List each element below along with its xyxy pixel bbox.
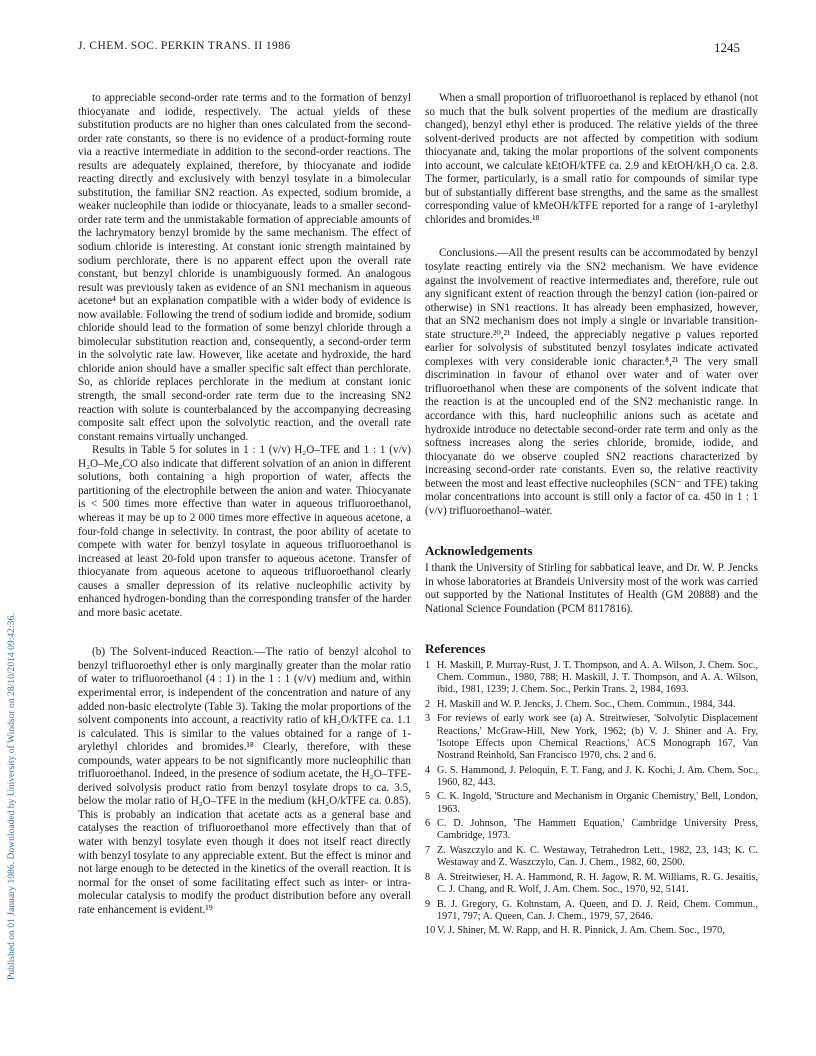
reference-number: 2: [425, 698, 431, 710]
page-number: 1245: [714, 40, 740, 55]
reference-number: 9: [425, 898, 431, 910]
conclusions-paragraph: Conclusions.—All the present results can be accommodated by benzyl tosylate reacting entirely via the SN2 mechanism. We have evidence against the involvement of reactive intermediates and, therefore, rule out any significant extent of reaction through the benzyl cation (ion-paired or otherwise) in SN1 reactions. It has already been emphasized, however, that an SN2 mechanism does not imply a single or invariable transition-state structure.²⁰,²¹ Indeed, the appreciably negative ρ values reported earlier for solvolysis of substituted benzyl tosylates indicate activated complexes with very considerable ionic character.⁸,²¹ The very small discrimination in favour of ethanol over water and of water over trifluoroethanol when these are components of the solvent indicate that the reaction is at the uncoupled end of the SN2 mechanistic range. In accordance with this, hard nucleophilic anions such as acetate and hydroxide introduce no detectable second-order rate term and only as the softness increases along the series chloride, bromide, iodide, and thiocyanate do we observe coupled SN2 reactions characterized by increasing second-order rate constants. Even so, the relative reactivity between the most and least effective nucleophiles (SCN⁻ and TFE) taking molar concentrations into account is still only a factor of ca. 450 in 1 : 1 (v/v) trifluoroethanol–water.: [425, 247, 758, 517]
reference-item: [425, 872, 758, 897]
reference-text: G. S. Hammond, J. Peloquin, F. T. Fang, and J. K. Kochi, J. Am. Chem. Soc., 1960, 82, 443.: [437, 764, 758, 788]
reference-number: 1: [425, 659, 431, 671]
reference-number: 5: [425, 791, 431, 803]
reference-item: [425, 699, 758, 711]
reference-number: 10: [425, 925, 436, 937]
acknowledgements-text: I thank the University of Stirling for sabbatical leave, and Dr. W. P. Jencks in whose laboratories at Brandeis University most of the work was carried out supported by the National Institutes of Health (GM 20888) and the National Science Foundation (PCM 8117816).: [425, 561, 758, 615]
reference-text: H. Maskill, P. Murray-Rust, J. T. Thompson, and A. A. Wilson, J. Chem. Soc., Chem. Commun., 1980, 788; H. Maskill, J. T. Thompson, and A. A. Wilson, ibid., 1981, 1239; J. Chem. Soc., Perkin Trans. 2, 1984, 1693.: [437, 659, 758, 696]
reference-text: Z. Waszczylo and K. C. Westaway, Tetrahedron Lett., 1982, 23, 143; K. C. Westaway and Z. Waszczylo, Can. J. Chem., 1982, 60, 2500.: [437, 844, 758, 869]
reference-item: [425, 713, 758, 762]
body-paragraph: When a small proportion of trifluoroethanol is replaced by ethanol (not so much that the bulk solvent properties of the medium are drastically changed), benzyl ethyl ether is produced. The relative yields of the three solvent-derived products are not affected by competition with sodium thiocyanate and, taking the molar proportions of the solvent components into account, we calculate kEtOH/kTFE ca. 2.9 and kEtOH/kH₂O ca. 2.8. The former, particularly, is a small ratio for compounds of similar type but of substantially different base strengths, and the same as the smallest corresponding value of kMeOH/kTFE reported for a range of 1-arylethyl chlorides and bromides.¹⁸: [425, 92, 758, 226]
body-paragraph: Results in Table 5 for solutes in 1 : 1 (v/v) H₂O–TFE and 1 : 1 (v/v) H₂O–Me₂CO also indicate that different solvation of an anion in different solutions, both containing a high proportion of water, affects the partitioning of the electrophile between the anion and water. Thiocyanate is < 500 times more effective than water in aqueous trifluoroethanol, whereas it may be up to 2 000 times more effective in aqueous acetone, a four-fold change in selectivity. In contrast, the poor ability of acetate to compete with water for benzyl tosylate in aqueous trifluoroethanol is increased at least 20-fold upon transfer to aqueous acetone. Transfer of thiocyanate from aqueous acetone to aqueous trifluoroethanol clearly causes a smaller depression of its relative nucleophilic activity by enhanced hydrogen-bonding than the corresponding transfer of the harder and more basic acetate.: [78, 444, 411, 619]
reference-text: For reviews of early work see (a) A. Streitwieser, 'Solvolytic Displacement Reactions,' McGraw-Hill, New York, 1962; (b) V. J. Shiner and A. Fry, 'Isotope Effects upon Chemical Reactions,' ACS Monograph 167, Van Nostrand Reinhold, San Francisco 1970, chs. 2 and 6.: [437, 713, 758, 762]
reference-text: C. K. Ingold, 'Structure and Mechanism in Organic Chemistry,' Bell, London, 1963.: [437, 791, 758, 815]
reference-item: [425, 791, 758, 816]
acknowledgements-heading: Acknowledgements: [425, 543, 533, 559]
reference-text: B. J. Gregory, G. Kohnstam, A. Queen, and D. J. Reid, Chem. Commun., 1971, 797; A. Queen, Can. J. Chem., 1979, 57, 2646.: [437, 898, 758, 922]
reference-text: H. Maskill and W. P. Jencks, J. Chem. Soc., Chem. Commun., 1984, 344.: [437, 698, 736, 710]
reference-number: 8: [425, 871, 431, 883]
reference-number: 7: [425, 844, 431, 856]
reference-item: [425, 765, 758, 790]
reference-item: [425, 660, 758, 697]
reference-number: 3: [425, 713, 431, 725]
reference-list: [425, 660, 758, 938]
right-column: [425, 92, 758, 940]
section-paragraph-solvent-induced: (b) The Solvent-induced Reaction.—The ratio of benzyl alcohol to benzyl trifluoroethyl ether is only marginally greater than the molar ratio of water to trifluoroethanol (4 : 1) in the 1 : 1 (v/v) medium and, within experimental error, is independent of the concentration and nature of any added non-basic electrolyte (Table 3). Taking the molar proportions of the solvent components into account, a reactivity ratio of kH₂O/kTFE ca. 1.1 is calculated. This is similar to the values obtained for a range of 1-arylethyl chlorides and bromides.¹⁸ Clearly, therefore, with these compounds, water appears to be not significantly more nucleophilic than trifluoroethanol. Indeed, in the presence of sodium acetate, the H₂O–TFE-derived solvolysis product ratio from benzyl tosylate drops to ca. 3.5, below the molar ratio of H₂O–TFE in the medium (kH₂O/kTFE ca. 0.85). This is probably an indication that acetate acts as a general base and catalyses the reaction of trifluoroethanol more effectively than that of water with benzyl tosylate even though it does not itself react directly with benzyl tosylate to any appreciable extent. But the effect is minor and not large enough to be detected in the kinetics of the overall reaction. It is normal for the onset of some facilitating effect such as inter- or intra-molecular catalysis to modify the product distribution before any overall rate enhancement is evident.¹⁹: [78, 646, 411, 916]
reference-text: V. J. Shiner, M. W. Rapp, and H. R. Pinnick, J. Am. Chem. Soc., 1970,: [437, 925, 725, 937]
body-paragraph: to appreciable second-order rate terms and to the formation of benzyl thiocyanate and iodide, respectively. The actual yields of these substitution products are no higher than ones calculated from the second-order rate constants, so there is no evidence of a product-forming route via a reactive intermediate in addition to the second-order reactions. The results are adequately explained, therefore, by thiocyanate and iodide reacting directly and exclusively with benzyl tosylate in a bimolecular substitution, the familiar SN2 reaction. As expected, sodium bromide, a weaker nucleophile than iodide or thiocyanate, leads to a smaller second-order rate term and the unmistakable formation of appreciable amounts of the lachrymatory benzyl bromide by the same mechanism. The effect of sodium chloride is interesting. At constant ionic strength maintained by sodium perchlorate, there is no apparent effect upon the overall rate constant, but benzyl chloride is unambiguously formed. An analogous result was previously taken as evidence of an SN1 mechanism in aqueous acetone⁴ but an explanation compatible with a wider body of evidence is now available. Following the trend of sodium iodide and bromide, sodium chloride should lead to the formation of some benzyl chloride through a bimolecular substitution reaction and, consequently, a second-order term in the solvolytic rate law. However, like acetate and hydroxide, the hard chloride anion should have a smaller specific salt effect than perchlorate. So, as chloride replaces perchlorate in the medium at constant ionic strength, the small second-order rate term due to the increasing SN2 reaction with solute is counterbalanced by the accompanying decreasing composite salt effect upon the solvolytic reaction, and the overall rate constant remains virtually unchanged.: [78, 92, 411, 443]
references-heading: References: [425, 641, 486, 657]
reference-item: [425, 845, 758, 870]
journal-header: J. CHEM. SOC. PERKIN TRANS. II 1986: [78, 40, 291, 52]
reference-item: [425, 818, 758, 843]
reference-text: A. Streitwieser, H. A. Hammond, R. H. Jagow, R. M. Williams, R. G. Jesaitis, C. J. Chang, and R. Wolf, J. Am. Chem. Soc., 1970, 92, 5141.: [437, 871, 758, 896]
reference-text: C. D. Johnson, 'The Hammett Equation,' Cambridge University Press, Cambridge, 1973.: [437, 818, 758, 842]
reference-item: [425, 899, 758, 924]
reference-number: 6: [425, 818, 431, 830]
reference-item: [425, 925, 758, 937]
reference-number: 4: [425, 764, 431, 776]
publication-note[interactable]: Published on 01 January 1986. Downloaded by University of Windsor on 28/10/2014 09:42:36.: [6, 613, 17, 980]
left-column: [78, 92, 411, 917]
